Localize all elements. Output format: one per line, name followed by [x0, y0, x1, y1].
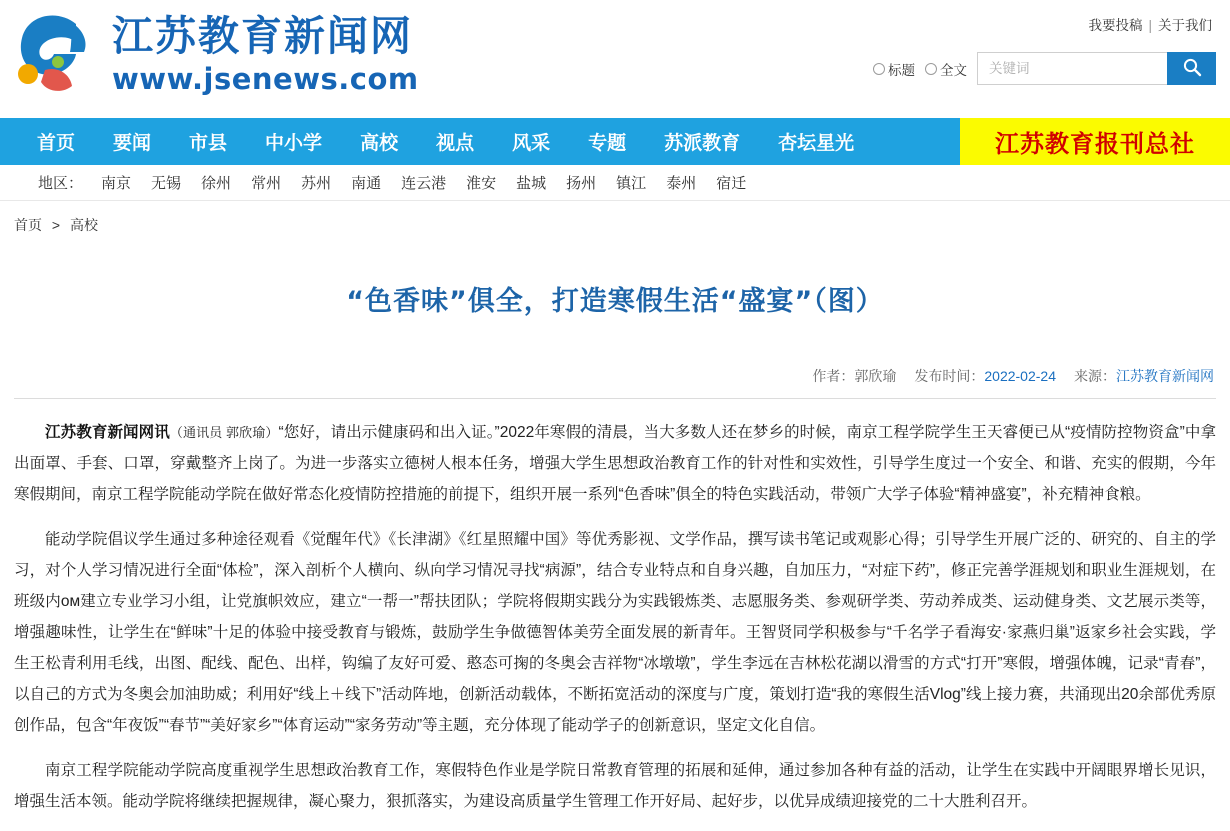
region-taizhou[interactable]: 泰州	[666, 175, 697, 192]
nav-item-topics[interactable]: 专题	[588, 133, 627, 154]
submit-article-link[interactable]: 我要投稿	[1088, 18, 1143, 33]
search-scope-radios	[863, 59, 967, 79]
main-nav	[0, 118, 1230, 165]
nav-item-viewpoint[interactable]: 视点	[436, 133, 475, 154]
search-row	[786, 52, 1216, 85]
site-logo-icon	[14, 12, 106, 98]
article-paragraph-3: 南京工程学院能动学院高度重视学生思想政治教育工作，寒假特色作业是学院日常教育管理的拓展和延伸，通过参加各种有益的活动，让学生在实践中开阔眼界增长见识，增强生活本领。能动学院将继续把握规律，凝心聚力，狠抓落实，为建设高质量学生管理工作开好局、起好步，以优异成绩迎接党的二十大胜利召开。	[14, 762, 1216, 810]
nav-item-supai[interactable]: 苏派教育	[664, 133, 741, 154]
source-label: 来源：	[1074, 368, 1116, 384]
site-brand[interactable]	[14, 12, 419, 98]
site-header	[0, 0, 1230, 118]
breadcrumb-home[interactable]: 首页	[14, 217, 42, 233]
radio-fulltext-dot[interactable]	[925, 63, 937, 75]
article-lead-sub: （通讯员 郭欣瑜）	[169, 425, 279, 440]
brand-title: 江苏教育新闻网	[112, 12, 413, 61]
search-button[interactable]	[1167, 52, 1216, 85]
search-icon	[1182, 57, 1202, 80]
region-yancheng[interactable]: 盐城	[516, 175, 547, 192]
article-paragraph-1-text: “您好，请出示健康码和出入证。”2022年寒假的清晨，当大多数人还在梦乡的时候，南京工程学院学生王天睿便已从“疫情防控物资盒”中拿出面罩、手套、口罩，穿戴整齐上岗了。为进一步落实立德树人根本任务，增强大学生思想政治教育工作的针对性和实效性，引导学生度过一个安全、和谐、充实的假期，今年寒假期间，南京工程学院能动学院在做好常态化疫情防控措施的前提下，组织开展一系列“色香味”俱全的特色实践活动，带领广大学子体验“精神盛宴”，补充精神食粮。	[14, 424, 1216, 503]
region-nanjing[interactable]: 南京	[101, 175, 132, 192]
author-label: 作者：	[812, 368, 855, 384]
date-label: 发布时间：	[914, 368, 985, 384]
article	[0, 279, 1230, 817]
nav-item-style[interactable]: 风采	[512, 133, 551, 154]
breadcrumb-separator: >	[51, 217, 61, 233]
radio-title[interactable]	[873, 59, 915, 79]
region-nantong[interactable]: 南通	[351, 175, 382, 192]
source-value[interactable]: 江苏教育新闻网	[1116, 368, 1214, 384]
region-wuxi[interactable]: 无锡	[151, 175, 182, 192]
search-input[interactable]	[987, 60, 1167, 77]
nav-item-colleges[interactable]: 高校	[360, 133, 399, 154]
article-lead-name: 江苏教育新闻网讯	[45, 424, 170, 441]
press-group-banner[interactable]	[960, 118, 1230, 165]
region-zhenjiang[interactable]: 镇江	[616, 175, 647, 192]
breadcrumb	[0, 201, 1230, 245]
region-xuzhou[interactable]: 徐州	[201, 175, 232, 192]
article-body	[14, 399, 1216, 817]
nav-item-cities[interactable]: 市县	[189, 133, 228, 154]
nav-item-k12[interactable]: 中小学	[265, 133, 323, 154]
radio-fulltext[interactable]	[925, 59, 967, 79]
header-right	[786, 14, 1216, 85]
radio-title-dot[interactable]	[873, 63, 885, 75]
about-us-link[interactable]: 关于我们	[1158, 18, 1212, 33]
radio-title-label: 标题	[888, 62, 915, 78]
region-suzhou[interactable]: 苏州	[301, 175, 332, 192]
article-title: “色香味”俱全，打造寒假生活“盛宴”（图）	[346, 286, 884, 317]
article-paragraph-1	[14, 417, 1216, 510]
nav-item-headlines[interactable]: 要闻	[113, 133, 152, 154]
breadcrumb-current[interactable]: 高校	[69, 217, 98, 233]
date-value: 2022-02-24	[984, 368, 1056, 384]
nav-items	[0, 118, 960, 165]
nav-item-home[interactable]: 首页	[37, 133, 76, 154]
region-bar	[0, 165, 1230, 201]
article-paragraph-2: 能动学院倡议学生通过多种途径观看《觉醒年代》《长津湖》《红星照耀中国》等优秀影视、文学作品，撰写读书笔记或观影心得；引导学生开展广泛的、研究的、自主的学习，对个人学习情况进行全面“体检”，深入剖析个人横向、纵向学习情况寻找“病源”，结合专业特点和自身兴趣，自加压力，“对症下药”，修正完善学涯规划和职业生涯规划，在班级内ом建立专业学习小组，让党旗帜效应，建立“一帮一”帮扶团队；学院将假期实践分为实践锻炼类、志愿服务类、参观研学类、劳动养成类、运动健身类、文艺展示类等，增强趣味性，让学生在“鲜味”十足的体验中接受教育与锻炼，鼓励学生争做德智体美劳全面发展的新青年。王智贤同学积极参与“千名学子看海安·家燕归巢”返家乡社会实践，学生王松青利用毛线，出图、配线、配色、出样，钩编了友好可爱、憨态可掬的冬奥会吉祥物“冰墩墩”，学生李远在吉林松花湖以滑雪的方式“打开”寒假，增强体魄，记录“青春”，以自己的方式为冬奥会加油助威；利用好“线上＋线下”活动阵地，创新活动载体，不断拓宽活动的深度与广度，策划打造“我的寒假生活Vlog”线上接力赛，共涌现出20余部优秀原创作品，包含“年夜饭”“春节”“美好家乡”“体育运动”“家务劳动”等主题，充分体现了能动学子的创新意识，坚定文化自信。	[14, 531, 1216, 734]
region-suqian[interactable]: 宿迁	[716, 175, 747, 192]
region-lianyungang[interactable]: 连云港	[401, 175, 447, 192]
top-links	[786, 14, 1216, 34]
region-label: 地区：	[38, 175, 84, 192]
nav-item-xingtan[interactable]: 杏坛星光	[778, 133, 855, 154]
region-yangzhou[interactable]: 扬州	[566, 175, 597, 192]
top-links-separator: |	[1148, 18, 1152, 33]
brand-url: www.jsenews.com	[112, 62, 419, 97]
press-group-banner-label: 江苏教育报刊总社	[995, 130, 1195, 158]
article-meta	[14, 366, 1216, 399]
region-huaian[interactable]: 淮安	[466, 175, 497, 192]
author-value: 郭欣瑜	[854, 368, 897, 384]
region-changzhou[interactable]: 常州	[251, 175, 282, 192]
radio-fulltext-label: 全文	[940, 62, 967, 78]
search-box[interactable]	[977, 52, 1167, 85]
